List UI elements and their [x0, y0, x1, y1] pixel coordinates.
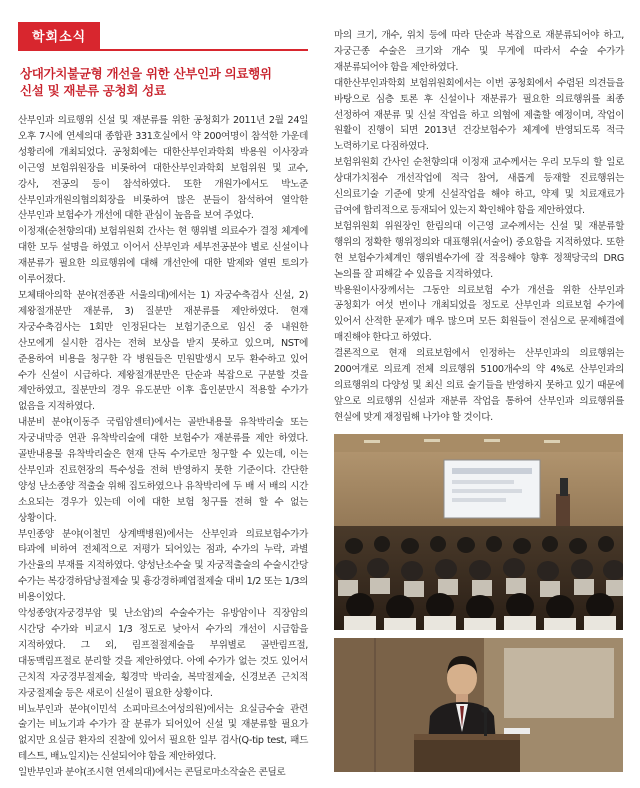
- paragraph: 부인종양 분야(이철민 상계백병원)에서는 산부인과 의료보험수가가 타과에 비하여 전체적으로 저평가 되어있는 점과, 수가의 누락, 과별 가산율의 부재를 지적하였다. 양성난소수술 및 자궁적출술의 수술시간당 수가는 복강경하담낭절제술 및 흉강경하폐엽절제술 대비 1/2 또는 1/3의 비용이었다.: [18, 528, 308, 604]
- left-body-text: [18, 113, 308, 781]
- paragraph: 결론적으로 현재 의료보험에서 인정하는 산부인과의 의료행위는 200여개로 의료계 전체 의료행위 5100개수의 약 4%로 산부인과의 의료행위의 다양성 및 최신 의료 술기들을 반영하지 못하고 있기 때문에 앞으로 의료행위 신설과 재분류 작업을 통하여 산부인과 의료행위를 현실에 맞게 재정립해 나가야 할 것이다.: [334, 348, 624, 423]
- headline-line-2: 신설 및 재분류 공청회 성료: [20, 83, 166, 98]
- paragraph: 일반부인과 분야(조시현 연세의대)에서는 콘딜로마소작술은 콘딜로: [18, 767, 286, 779]
- speaker-podium-photo: [334, 638, 623, 772]
- paragraph: 이정재(순천향의대) 보험위원회 간사는 현 행위별 의료수가 결정 체계에 대한 모두 설명을 하였고 이어서 산부인과 세부전공분야 별로 신설이나 재분류가 필요한 의료행위에 대해 개선안에 대한 발제와 열띤 토의가 이루어졌다.: [18, 226, 308, 286]
- paragraph: 내분비 분야(이동주 국립암센터)에서는 골반내용물 유착박리술 또는 자궁내막증 연관 유착박리술에 대한 보험수가 재분류를 제안 하였다. 골반내용물 유착박리술은 현재 단독 수가로만 청구할 수 있는데, 이는 산부인과 진료현장의 특수성을 전혀 반영하지 못한 기준이다. 간단한 양성 난소종양 적출술 위해 집도하였으나 유착박리에 두 배 서 배의 시간 소요되는 경우가 있는데 이에 대한 보험 청구를 전혀 할 수 없는 상황이다.: [18, 417, 308, 524]
- paragraph: 산부인과 의료행위 신설 및 재분류를 위한 공청회가 2011년 2월 24일 오후 7시에 연세의대 종합관 331호실에서 약 200여명이 참석한 가운데 성황리에 개최되었다. 공청회에는 대한산부인과학회 박용원 이사장과 이근영 보험위원장을 비롯하여 대한산부인과학회 보험위원 및 교수, 강사, 전공의 등이 참석하였다. 또한 개원가에서도 박노준 산부인과개원의협의회장을 비롯하여 많은 분들이 참석하여 열악한 산부인과 보험수가 개선에 대한 관심이 높음을 보여 주었다.: [18, 115, 308, 222]
- left-column: [18, 22, 308, 784]
- paragraph: 대한산부인과학회 보험위원회에서는 이번 공청회에서 수렴된 의견들을 바탕으로 심층 토론 후 신설이나 재분류가 필요한 의료행위를 최종 선정하여 재분류 및 신설 작업을 하고 의협에 제출할 예정이며, 작업이 원활이 진행이 되면 2013년 건강보험수가 체계에 반영되도록 적극 노력하기로 다짐하였다.: [334, 77, 624, 153]
- paragraph: 악성종양(자궁경부암 및 난소암)의 수술수가는 유방암이나 직장암의 시간당 수가와 비교시 1/3 정도로 낮아서 수가의 개선이 시급함을 지적하였다. 그 외, 림프절절제술을 부위별로 골반림프절, 대동맥림프절로 분리할 것을 제안하였다. 아예 수가가 없는 것도 있어서 근치적 자궁경부절제술, 횡경막 박리술, 복막절제술, 신경보존 근치적 자궁절제술 등은 새로이 신설이 필요한 상황이다.: [18, 608, 308, 699]
- paragraph: 보험위원회 위원장인 한림의대 이근영 교수께서는 신설 및 재분류할 행위의 정확한 행위정의와 대표행위(서술어) 중요함을 지적하였다. 또한 현 보험수가체계인 행위별수가에 잘 적응해야 향후 정책당국의 DRG 논의를 잘 피해갈 수 있음을 지적하였다.: [334, 220, 624, 280]
- paragraph: 모체태아의학 분야(전종관 서울의대)에서는 1) 자궁수축검사 신설, 2) 제왕절개분만 재분류, 3) 질분만 재분류를 제안하였다. 현재 자궁수축검사는 1회만 인정된다는 보험기준으로 임신 중 내원한 산모에게 실시한 검사는 전혀 보상을 받지 못하고 있으며, NST에 준용하여 비용을 청구한 각 병원들은 민원발생시 모두 환수하고 있어 수가 신설이 시급하다. 제왕절개분만은 단순과 복잡으로 구분할 것을 제안하였고, 질분만의 경우 유도분만 이후 흡인분만시 적용할 수가가 없음을 지적하였다.: [18, 289, 308, 413]
- conference-audience-photo: [334, 434, 623, 630]
- right-column: [334, 28, 624, 784]
- section-header: [18, 22, 308, 51]
- paragraph: 보험위원회 간사인 순천향의대 이정재 교수께서는 우리 모두의 할 일로 상대가치점수 개선작업에 적극 참여, 새롭게 등재할 진료행위는 신의료기술 기준에 맞게 신설작업을 해야 하고, 약제 및 치료재료가 급여에 합리적으로 등재되어 있는지 확인해야 함을 제안하였다.: [334, 157, 624, 216]
- paragraph: 박용원이사장께서는 그동안 의료보험 수가 개선을 위한 산부인과 공청회가 여섯 번이나 개최되었을 정도로 산부인과 의료보험 수가에 있어서 산적한 문제가 매우 많으며 모든 회원들이 전심으로 문제해결에 매진해야 한다고 하였다.: [334, 284, 624, 344]
- headline-line-1: 상대가치불균형 개선을 위한 산부인과 의료행위: [20, 66, 272, 81]
- right-body-text: [334, 28, 624, 426]
- article-headline: [20, 65, 308, 99]
- section-title: 학회소식: [18, 22, 100, 50]
- paragraph: 비뇨부인과 분야(이민석 소피마르소여성의원)에서는 요실금수술 관련 술기는 비뇨기과 수가가 잘 분류가 되어있어 신설 및 재분류할 필요가 없지만 요실금 환자의 진찰에 있어서 필요한 일부 검사(Q-tip test, 패드 테스트, 배뇨일지)는 신설되어야 함을 제안하였다.: [18, 703, 308, 763]
- paragraph: 마의 크기, 개수, 위치 등에 따라 단순과 복잡으로 재분류되어야 하고, 자궁근종 수술은 크기와 개수 및 무게에 따라서 수술 수가가 재분류되어야 함을 제안하였다.: [334, 30, 624, 73]
